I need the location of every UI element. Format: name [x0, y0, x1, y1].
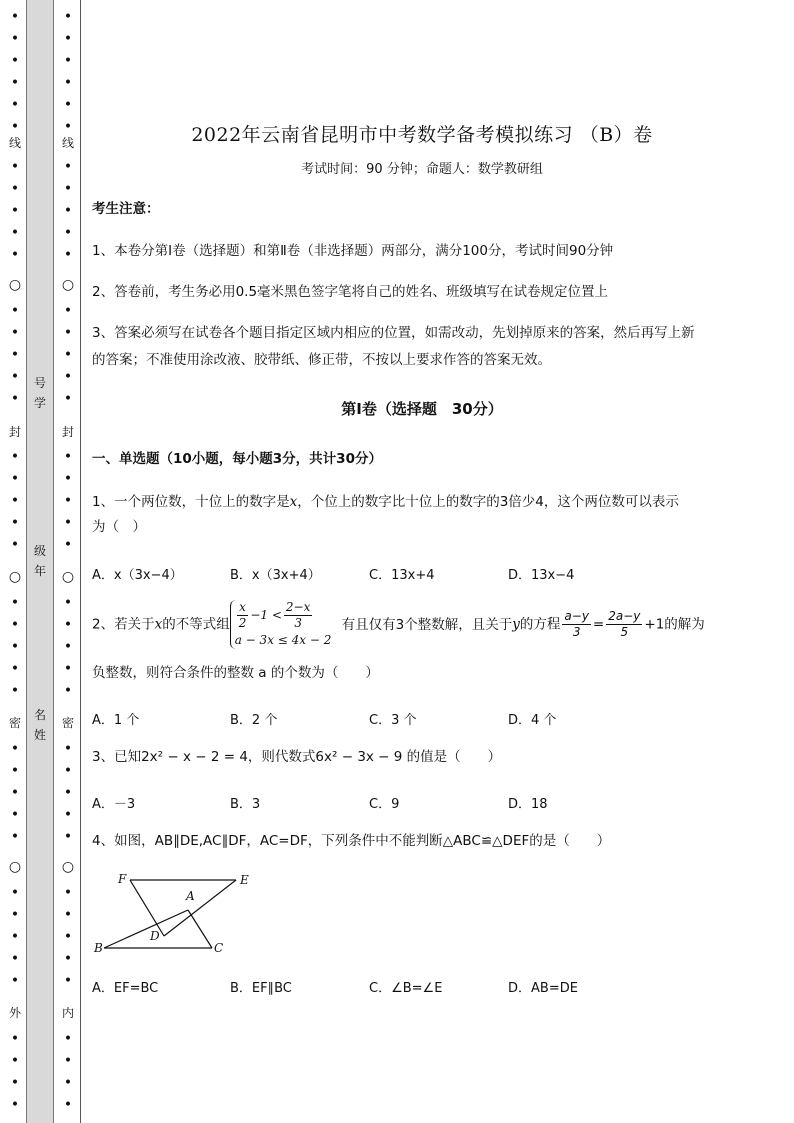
right-label-mi: 密 — [61, 716, 75, 730]
variable: x — [289, 494, 298, 510]
notice-item: 3、答案必须写在试卷各个题目指定区域内相应的位置，如需改动，先划掉原来的答案，然后再写上新 — [92, 325, 695, 341]
label-c: C — [214, 941, 224, 955]
notice-heading: 考生注意： — [92, 201, 160, 217]
triangle-figure — [94, 866, 260, 958]
field-label: 姓 — [33, 728, 46, 742]
option-c[interactable]: C．∠B=∠E — [369, 981, 443, 996]
field-label: 名 — [33, 708, 46, 722]
exam-title: 2022年云南省昆明市中考数学备考模拟练习 （B）卷 — [191, 124, 653, 146]
label-e: E — [240, 873, 249, 887]
right-label-nei: 内 — [61, 1006, 75, 1020]
option-b[interactable]: B．x（3x+4） — [230, 568, 321, 583]
option-d[interactable]: D．13x−4 — [508, 568, 575, 583]
field-label: 号 — [33, 376, 46, 390]
left-dotted-column: • • • • • • 线 • • • • • ○ • • • • • 封 • • • • • ○ • • • • • 密 • • • • • ○ • • • • • 外 • • • • — [8, 9, 22, 1113]
question-2-cont: 负整数，则符合条件的整数 a 的个数为（ ） — [92, 665, 379, 681]
segment-ba — [104, 910, 188, 948]
option-d[interactable]: D．4 个 — [508, 713, 557, 728]
option-b[interactable]: B．EF∥BC — [230, 981, 292, 996]
label-a: A — [186, 889, 195, 903]
segment-fd — [130, 880, 164, 936]
notice-item: 的答案；不准使用涂改液、胶带纸、修正带，不按以上要求作答的答案无效。 — [92, 352, 551, 368]
option-c[interactable]: C．9 — [369, 797, 400, 812]
label-d: D — [150, 929, 160, 943]
question-3: 3、已知2x² − x − 2 = 4，则代数式6x² − 3x − 9 的值是（ ） — [92, 749, 502, 765]
field-label: 学 — [33, 396, 46, 410]
question-4: 4、如图，AB∥DE,AC∥DF，AC=DF，下列条件中不能判断△ABC≌△DEF的是（ ） — [92, 833, 611, 849]
notice-item: 2、答卷前，考生务必用0.5毫米黑色签字笔将自己的姓名、班级填写在试卷规定位置上 — [92, 284, 609, 300]
option-b[interactable]: B．3 — [230, 797, 261, 812]
option-a[interactable]: A．1 个 — [92, 713, 140, 728]
field-label: 级 — [33, 544, 46, 558]
option-c[interactable]: C．3 个 — [369, 713, 417, 728]
label-f: F — [118, 872, 127, 886]
part-heading: 一、单选题（10小题，每小题3分，共计30分） — [92, 451, 382, 467]
circle-icon: ○ — [61, 277, 75, 293]
option-a[interactable]: A．－3 — [92, 797, 136, 812]
binding-line — [80, 0, 81, 1123]
right-label-feng: 封 — [61, 425, 75, 439]
left-label-xian: 线 — [8, 136, 22, 150]
field-label: 年 — [33, 564, 46, 578]
circle-icon: ○ — [8, 859, 22, 875]
option-c[interactable]: C．13x+4 — [369, 568, 435, 583]
segment-ac — [188, 910, 212, 948]
label-b: B — [94, 941, 103, 955]
binding-field-band — [26, 0, 54, 1123]
circle-icon: ○ — [61, 569, 75, 585]
inequality-system: $\frac{x}{2}$ −1 < $\frac{2-x}{3}$ a − 3x ≤ 4x − 2 — [230, 600, 332, 649]
left-label-mi: 密 — [8, 716, 22, 730]
option-d[interactable]: D．18 — [508, 797, 548, 812]
question-1-cont: 为（ ） — [92, 519, 146, 535]
circle-icon: ○ — [8, 277, 22, 293]
question-1: 1、一个两位数，十位上的数字是x，个位上的数字比十位上的数字的3倍少4，这个两位数可以表示 — [92, 494, 679, 510]
left-label-feng: 封 — [8, 425, 22, 439]
option-a[interactable]: A．EF=BC — [92, 981, 159, 996]
notice-item: 1、本卷分第Ⅰ卷（选择题）和第Ⅱ卷（非选择题）两部分，满分100分，考试时间90分钟 — [92, 243, 614, 259]
right-label-xian: 线 — [61, 136, 75, 150]
circle-icon: ○ — [61, 859, 75, 875]
option-b[interactable]: B．2 个 — [230, 713, 278, 728]
section-title: 第Ⅰ卷（选择题 30分） — [341, 400, 503, 418]
question-2: 2、若关于x的不等式组 $\frac{x}{2}$ −1 < $\frac{2-x}{3}$ a − 3x ≤ 4x − 2 有且仅有3个整数解，且关于y的方程 $\frac{a-y}{3}$ = $\frac{2a-y}{5}$ +1的解为 — [92, 600, 705, 647]
option-a[interactable]: A．x（3x−4） — [92, 568, 183, 583]
exam-subtitle: 考试时间：90 分钟；命题人：数学教研组 — [301, 162, 543, 177]
segment-de — [164, 880, 236, 936]
right-dotted-column: • • • • • • 线 • • • • • ○ • • • • • 封 • • • • • ○ • • • • • 密 • • • • • ○ • • • • • 内 • • • • — [61, 9, 75, 1113]
left-label-wai: 外 — [8, 1006, 22, 1020]
option-d[interactable]: D．AB=DE — [508, 981, 578, 996]
circle-icon: ○ — [8, 569, 22, 585]
